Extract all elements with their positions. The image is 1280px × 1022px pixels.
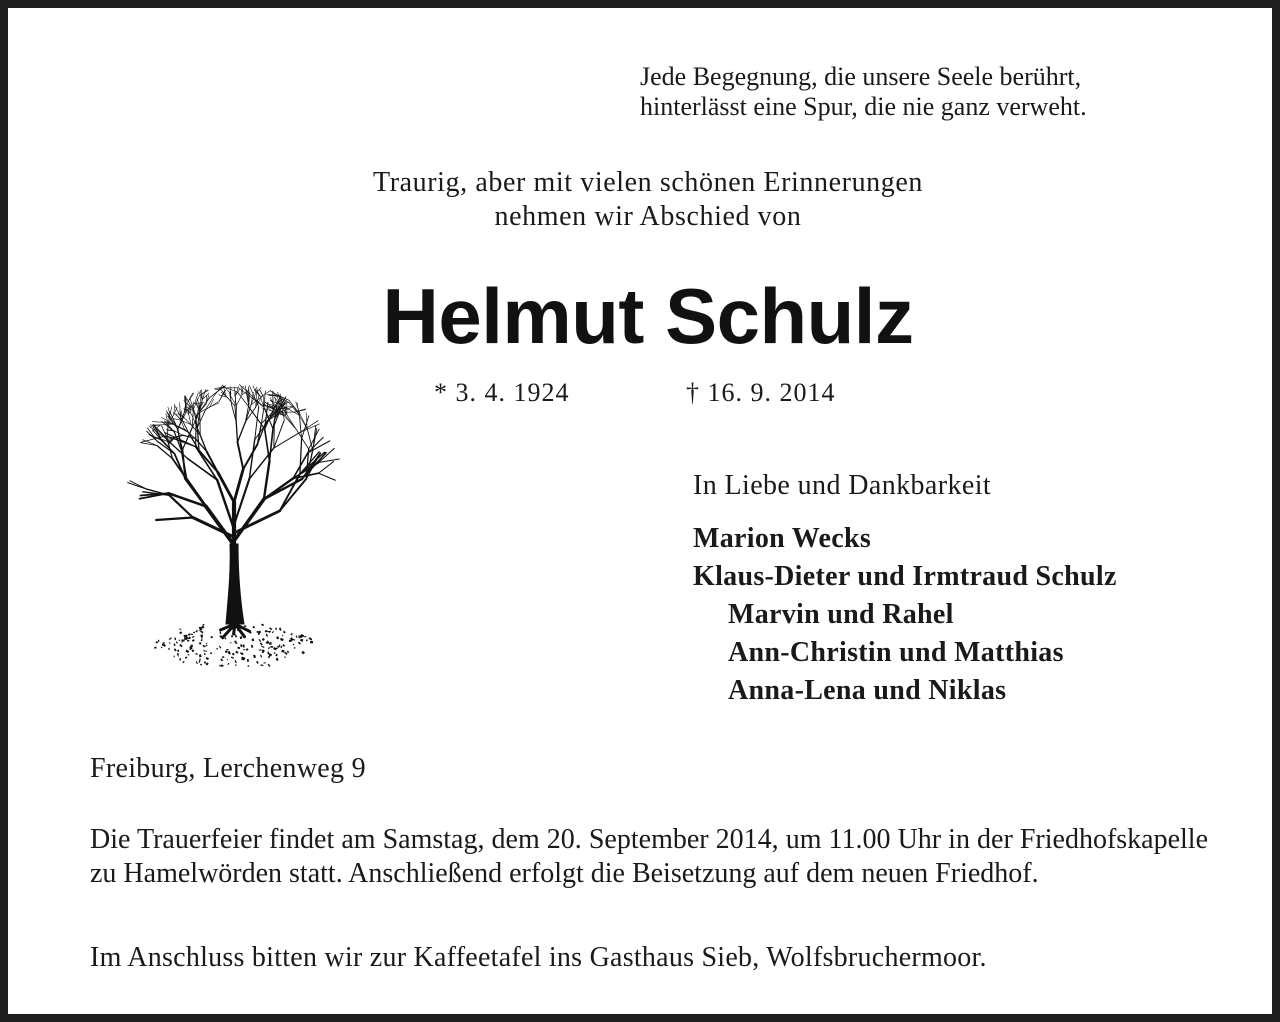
mourner-name: Klaus-Dieter und Irmtraud Schulz: [693, 561, 1117, 592]
birth-date: * 3. 4. 1924: [434, 378, 570, 407]
reception-info: Im Anschluss bitten wir zur Kaffeetafel ins Gasthaus Sieb, Wolfsbruchermoor.: [90, 942, 987, 973]
mourner-name: Marion Wecks: [693, 523, 872, 554]
motto-line-2: hinterlässt eine Spur, die nie ganz verweht.: [640, 92, 1087, 121]
deceased-name: Helmut Schulz: [382, 272, 914, 360]
motto-quote: [640, 62, 1240, 122]
tree-icon: [120, 374, 350, 679]
mourner-name: Ann-Christin und Matthias: [728, 637, 1064, 668]
mourner-name: Marvin und Rahel: [728, 599, 954, 630]
intro-text: [248, 166, 1048, 234]
funeral-info: Die Trauerfeier findet am Samstag, dem 20. September 2014, um 11.00 Uhr in der Friedhofskapelle zu Hamelwörden statt. Anschließend erfolgt die Beisetzung auf dem neuen Friedhof.: [90, 824, 1208, 889]
address: Freiburg, Lerchenweg 9: [90, 753, 366, 784]
intro-line-1: Traurig, aber mit vielen schönen Erinnerungen: [372, 167, 924, 198]
intro-line-2: nehmen wir Abschied von: [494, 201, 802, 232]
closing-line: In Liebe und Dankbarkeit: [693, 470, 992, 501]
mourner-name: Anna-Lena und Niklas: [728, 675, 1007, 706]
motto-line-1: Jede Begegnung, die unsere Seele berührt,: [640, 62, 1082, 91]
death-date: † 16. 9. 2014: [686, 378, 836, 407]
